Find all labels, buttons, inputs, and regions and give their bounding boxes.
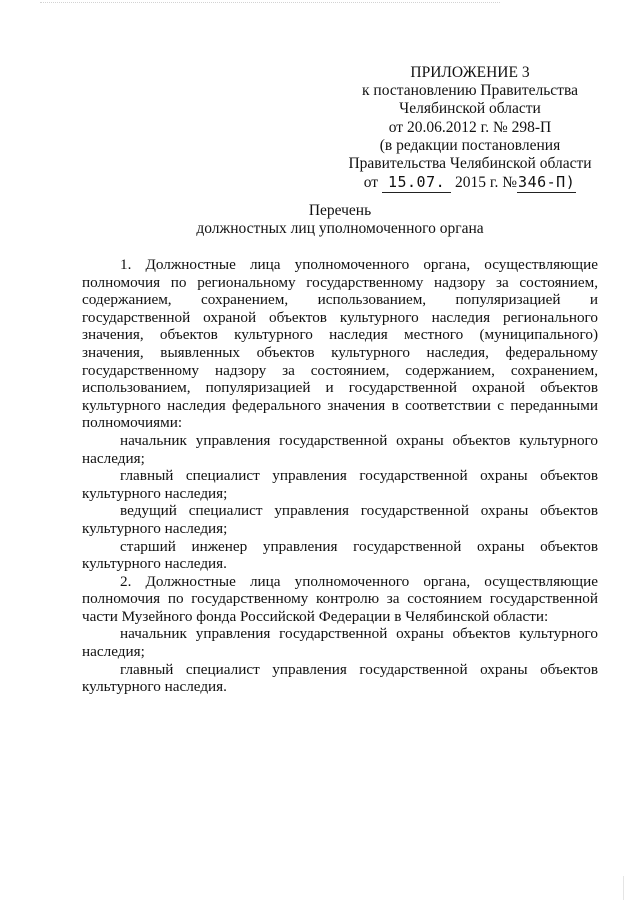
appendix-edition-note: (в редакции постановления: [379, 136, 561, 154]
appendix-region: Челябинской области: [399, 100, 541, 118]
list-item: главный специалист управления государственной охраны объектов культурного наследия.: [82, 660, 598, 696]
handwritten-number: 346-П): [518, 173, 576, 192]
handwritten-date: 15.07.: [387, 173, 446, 192]
appendix-title: ПРИЛОЖЕНИЕ 3: [410, 64, 530, 81]
date-prefix: от: [363, 174, 379, 192]
document-title: Перечень: [308, 202, 372, 219]
list-item: начальник управления государственной охраны объектов культурного наследия;: [82, 431, 598, 467]
number-field: [517, 173, 576, 193]
appendix-resolution: к постановлению Правительства: [362, 82, 578, 100]
date-field: [382, 173, 451, 193]
list-item: ведущий специалист управления государственной охраны объектов культурного наследия;: [82, 502, 598, 537]
document-heading: [90, 202, 590, 238]
list-item: главный специалист управления государственной охраны объектов культурного наследия;: [82, 467, 598, 502]
paragraph-2: 2. Должностные лица уполномоченного органа, осуществляющие полномочия по государственному контролю за состоянием государственной части Музейного фонда Российской Федерации в Челябинской области:: [82, 572, 598, 625]
appendix-amendment-line: [330, 173, 610, 193]
appendix-header: [330, 64, 610, 193]
paragraph-1: 1. Должностные лица уполномоченного органа, осуществляющие полномочия по региональному государственному надзору за состоянием, содержанием, сохранением, использованием, популяризацией и государственной охраной объектов культурного наследия регионального значения, объектов культурного наследия местного (муниципального) значения, выявленных объектов культурного наследия, федеральному государственному надзору за состоянием, содержанием, сохранением, использованием, популяризацией и государственной охраной объектов культурного наследия федерального значения в соответствии с переданными полномочиями:: [82, 256, 598, 432]
document-body: [82, 256, 598, 696]
list-item: старший инженер управления государственной охраны объектов культурного наследия.: [82, 537, 598, 573]
document-subtitle: должностных лиц уполномоченного органа: [196, 220, 484, 237]
scan-edge-artifact: [623, 876, 634, 900]
appendix-edition-authority: Правительства Челябинской области: [348, 155, 592, 173]
scan-artifact: [40, 2, 500, 7]
date-mid: 2015 г. №: [455, 174, 518, 192]
list-item: начальник управления государственной охраны объектов культурного наследия;: [82, 625, 598, 661]
appendix-original-date: от 20.06.2012 г. № 298-П: [388, 118, 552, 136]
